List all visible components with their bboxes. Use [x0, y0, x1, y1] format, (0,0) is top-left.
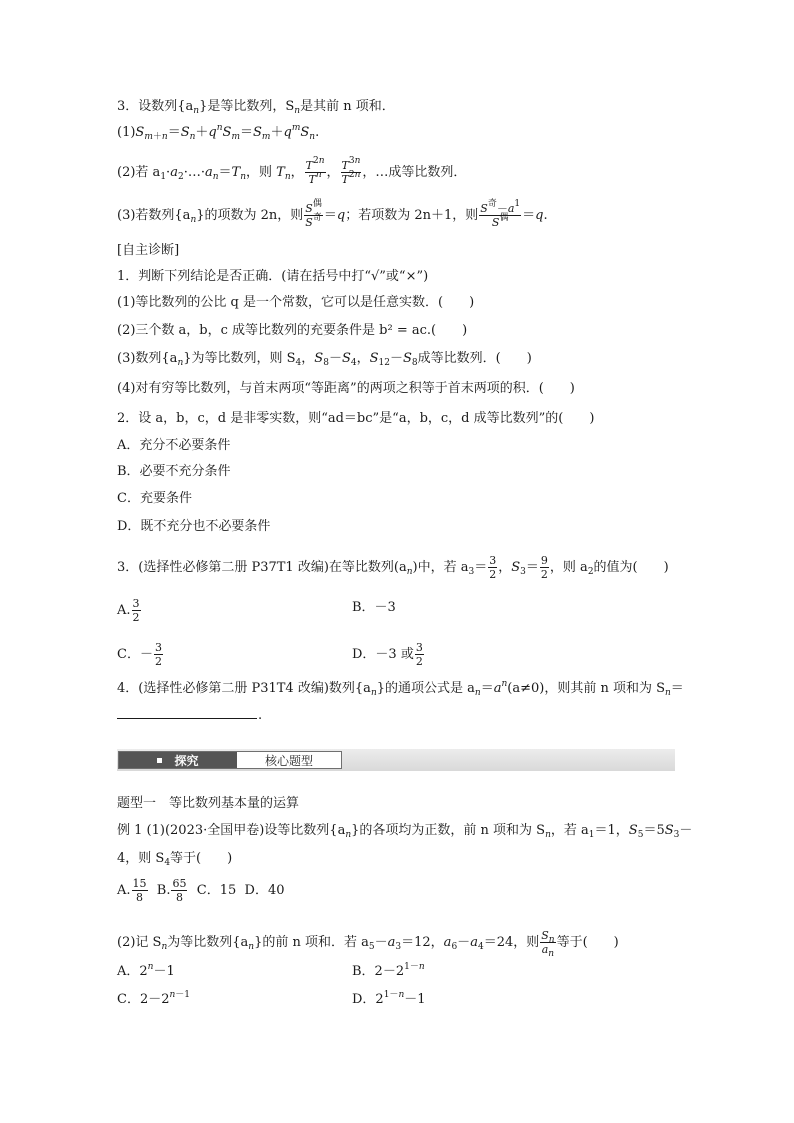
q3-optC: C．－ $\frac{3}{2}$ [117, 641, 162, 668]
prop3-item1: $(1)S_{m+n}=S_n+q^nS_m=S_m+q^mS_n$. [117, 123, 320, 142]
prop3-intro: 3．设数列$\{a_n\}$是等比数列，$S_n$是其前 n 项和． [117, 99, 395, 116]
banner-title: 核心题型 [264, 753, 313, 768]
topic1-title: 题型一 等比数列基本量的运算 [117, 796, 300, 811]
ex1-part2: (2)记 $S_n$为等比数列$\{a_n\}$的前 n 项和．若 $a_5-a_3=12$，$a_6-a_4=24$，则 $\frac{S_n}{a_n}$ 等于( ) [117, 929, 619, 959]
section-banner-box [118, 751, 342, 769]
diag-title: [自主诊断] [117, 243, 180, 258]
q2-optA: A．充分不必要条件 [117, 438, 231, 453]
square-icon [157, 758, 162, 763]
q3-stem: 3．(选择性必修第二册 P37T1 改编)在等比数列$(a_n)$中，若 $a_3=$ $\frac{3}{2}$ ，$S_3=$ $\frac{9}{2}$ ，则 $a_2$的值为( ) [117, 554, 669, 581]
ex1-optA2: A．$2^n-1$ [117, 962, 175, 979]
q1-s1: (1)等比数列的公比 q 是一个常数，它可以是任意实数．( ) [117, 295, 475, 310]
q3-optA: A. $\frac{3}{2}$ [117, 597, 140, 624]
q2-optC: C．充要条件 [117, 491, 192, 506]
ex1-options: A. $\frac{15}{8}$ B. $\frac{65}{8}$ C．15 D．40 [117, 877, 285, 904]
q4-period: . [258, 708, 263, 723]
q3-optB: B．－3 [352, 600, 396, 615]
q2-optB: B．必要不充分条件 [117, 464, 231, 479]
ex1-optD2: D．$2^{1-n}-1$ [352, 990, 426, 1007]
ex1-optB2: B．$2-2^{1-n}$ [352, 962, 425, 979]
q2-optD: D．既不充分也不必要条件 [117, 519, 271, 534]
q2-stem: 2．设 a，b，c，d 是非零实数，则“ad＝bc”是“a，b，c，d 成等比数列”的( ) [117, 411, 595, 426]
banner-tag-label: 探究 [174, 753, 199, 768]
prop3-item3: (3)若数列$\{a_n\}$的项数为 2n，则 $\frac{S^偶}{S^奇}$ ＝q；若项数为 2n＋1，则 $\frac{S^奇-a^1}{S^偶}$ ＝q. [117, 199, 548, 229]
banner-tag [119, 752, 237, 768]
q4-stem: 4．(选择性必修第二册 P31T4 改编)数列$\{a_n\}$的通项公式是 $a_n=a^n(a\ne 0)$，则其前 n 项和为 $S_n=$ [117, 679, 684, 698]
ex1-stem: 例 1 (1)(2023·全国甲卷)设等比数列$\{a_n\}$的各项均为正数，前 n 项和为 $S_n$，若 $a_1=1$，$S_5=5S_3-$ [117, 823, 693, 840]
ex1-line2: 4，则 $S_4$等于( ) [117, 851, 233, 868]
q1-s4: (4)对有穷等比数列，与首末两项“等距离”的两项之积等于首末两项的积．( ) [117, 381, 575, 396]
q1-s3: (3)数列$\{a_n\}$为等比数列，则 $S_4$，$S_8-S_4$，$S_{12}-S_8$成等比数列．( ) [117, 351, 532, 368]
prop3-item2: (2)若 $a_1\cdot a_2\cdot\dots\cdot a_n=T_n$，则 $T_n$， $\frac{T^{2n}}{T^n}$ ， $\frac{T^{3n}}{T^{2n}}$ ，…成等比数列． [117, 156, 467, 186]
q1-s2: (2)三个数 a，b，c 成等比数列的充要条件是 b² = ac.( ) [117, 323, 468, 338]
q3-optD: D．－3 或 $\frac{3}{2}$ [352, 641, 423, 668]
ex1-optC2: C．$2-2^{n-1}$ [117, 990, 191, 1007]
q1-stem: 1．判断下列结论是否正确．(请在括号中打“√”或“×”) [117, 269, 429, 284]
q4-answer-blank [117, 718, 257, 719]
